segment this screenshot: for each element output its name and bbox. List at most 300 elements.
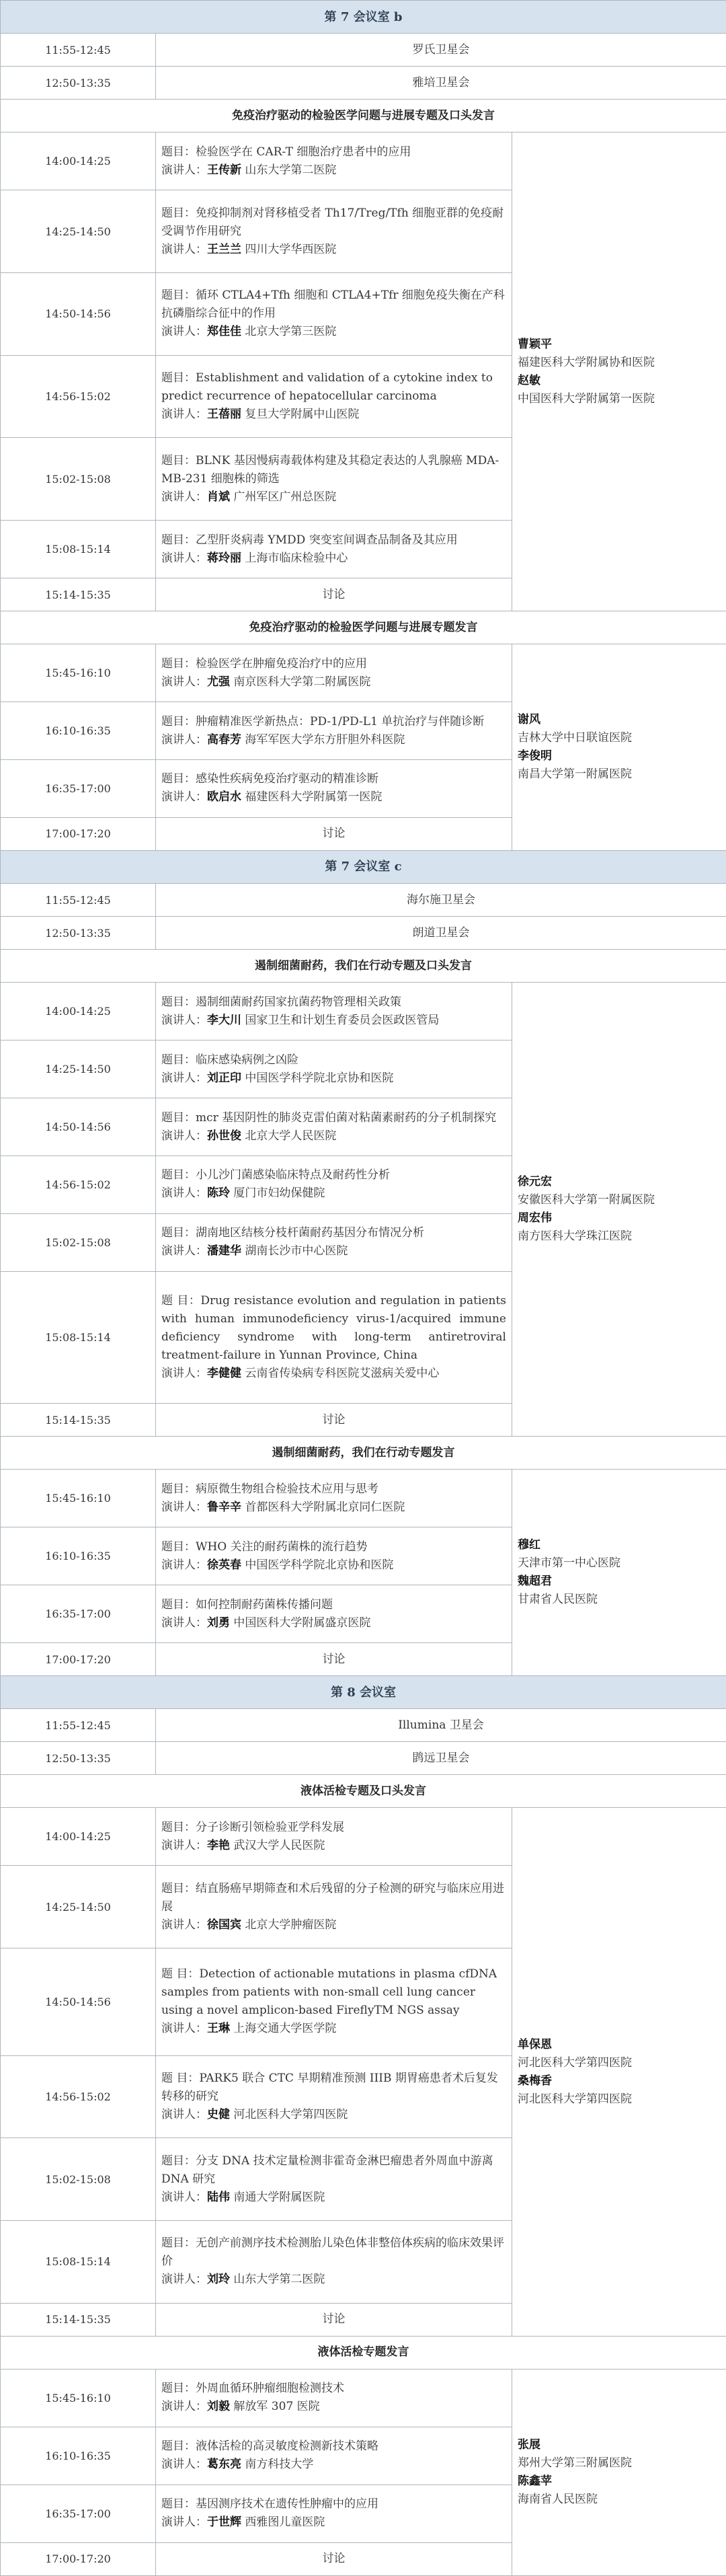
speaker-affiliation: 山东大学第二医院 xyxy=(245,163,337,177)
speaker-name: 肖斌 xyxy=(207,490,230,504)
speaker-affiliation: 国家卫生和计划生育委员会医政医管局 xyxy=(245,1013,440,1027)
time-cell: 15:14-15:35 xyxy=(1,1404,156,1437)
satellite-name: Illumina 卫星会 xyxy=(156,1709,726,1742)
talk-cell xyxy=(156,438,512,521)
talk-topic xyxy=(161,1965,506,2020)
speaker-name: 欧启水 xyxy=(207,790,241,804)
topic-label: 题目： xyxy=(161,656,196,671)
talk-cell xyxy=(156,1948,512,2056)
time-cell: 14:00-14:25 xyxy=(1,132,156,190)
topic-label: 题目： xyxy=(161,206,196,220)
moderators-cell xyxy=(512,644,726,851)
speaker-label: 演讲人： xyxy=(161,2107,207,2121)
session-title: 遏制细菌耐药，我们在行动专题及口头发言 xyxy=(1,950,726,983)
moderators-cell xyxy=(512,132,726,611)
satellite-name: 鹍远卫星会 xyxy=(156,1742,726,1775)
speaker-affiliation: 武汉大学人民医院 xyxy=(233,1838,325,1852)
session-title: 遏制细菌耐药，我们在行动专题发言 xyxy=(1,1437,726,1470)
topic-text: mcr 基因阴性的肺炎克雷伯菌对粘菌素耐药的分子机制探究 xyxy=(196,1110,497,1125)
speaker-name: 蒋玲丽 xyxy=(207,551,241,565)
speaker-name: 王蓓丽 xyxy=(207,408,241,422)
talk-speaker xyxy=(161,550,506,568)
time-cell: 14:56-15:02 xyxy=(1,355,156,438)
talk-speaker xyxy=(161,2513,506,2532)
topic-text: 如何控制耐药菌株传播问题 xyxy=(196,1597,333,1612)
session-title: 免疫治疗驱动的检验医学问题与进展专题发言 xyxy=(1,611,726,644)
talk-topic xyxy=(161,1596,506,1614)
speaker-name: 徐国宾 xyxy=(207,1918,241,1932)
talk-row xyxy=(1,1470,726,1527)
topic-label: 题 目： xyxy=(161,1967,200,1981)
topic-text: 遏制细菌耐药国家抗菌药物管理相关政策 xyxy=(196,995,401,1009)
speaker-name: 葛东亮 xyxy=(207,2458,241,2472)
moderator-affiliation: 海南省人民医院 xyxy=(518,2492,598,2506)
time-cell: 12:50-13:35 xyxy=(1,67,156,100)
speaker-name: 尤强 xyxy=(207,675,230,689)
talk-topic xyxy=(161,1224,506,1242)
time-cell: 16:10-16:35 xyxy=(1,702,156,760)
satellite-row xyxy=(1,1709,726,1742)
speaker-affiliation: 海军军医大学东方肝胆外科医院 xyxy=(245,732,405,747)
talk-topic xyxy=(161,1480,506,1499)
topic-text: Establishment and validation of a cytokine index to predict recurrence of hepatocellular carcinoma xyxy=(161,371,493,404)
session-title-row xyxy=(1,1775,726,1808)
room-title: 第 7 会议室 b xyxy=(1,1,726,34)
talk-row xyxy=(1,983,726,1040)
talk-cell xyxy=(156,1866,512,1948)
talk-cell xyxy=(156,1808,512,1866)
topic-text: 分支 DNA 技术定量检测非霍奇金淋巴瘤患者外周血中游离 DNA 研究 xyxy=(161,2154,493,2186)
topic-text: 临床感染病例之凶险 xyxy=(196,1053,298,1067)
time-cell: 11:55-12:45 xyxy=(1,884,156,917)
speaker-label: 演讲人： xyxy=(161,1838,207,1852)
speaker-name: 陆伟 xyxy=(207,2190,230,2204)
topic-label: 题目： xyxy=(161,2497,196,2511)
talk-cell xyxy=(156,190,512,273)
satellite-name: 朗道卫星会 xyxy=(156,917,726,950)
satellite-row xyxy=(1,1742,726,1775)
topic-label: 题目： xyxy=(161,533,196,547)
speaker-label: 演讲人： xyxy=(161,2190,207,2204)
topic-text: 肿瘤精准医学新热点：PD-1/PD-L1 单抗治疗与伴随诊断 xyxy=(196,714,485,728)
time-cell: 15:14-15:35 xyxy=(1,2303,156,2336)
speaker-affiliation: 南方科技大学 xyxy=(245,2458,314,2472)
topic-text: 检验医学在 CAR-T 细胞治疗患者中的应用 xyxy=(196,145,411,159)
moderator-affiliation: 中国医科大学附属第一医院 xyxy=(518,391,655,406)
moderator-affiliation: 福建医科大学附属协和医院 xyxy=(518,355,655,369)
speaker-label: 演讲人： xyxy=(161,2273,207,2287)
speaker-label: 演讲人： xyxy=(161,1558,207,1572)
speaker-affiliation: 厦门市妇幼保健院 xyxy=(233,1186,325,1201)
speaker-affiliation: 北京大学肿瘤医院 xyxy=(245,1918,337,1932)
speaker-label: 演讲人： xyxy=(161,408,207,422)
topic-label: 题目： xyxy=(161,289,196,303)
talk-cell xyxy=(156,1271,512,1403)
speaker-affiliation: 首都医科大学附属北京同仁医院 xyxy=(245,1500,405,1514)
satellite-name: 雅培卫星会 xyxy=(156,67,726,100)
talk-topic xyxy=(161,2070,506,2106)
speaker-affiliation: 河北医科大学第四医院 xyxy=(233,2107,348,2121)
topic-text: PARK5 联合 CTC 早期精准预测 IIIB 期胃癌患者术后复发转移的研究 xyxy=(161,2071,498,2103)
talk-cell xyxy=(156,521,512,578)
room-header-row xyxy=(1,1,726,34)
topic-text: 分子诊断引领检验亚学科发展 xyxy=(196,1820,344,1834)
talk-speaker xyxy=(161,1916,506,1934)
session-title: 液体活检专题及口头发言 xyxy=(1,1775,726,1808)
speaker-affiliation: 北京大学第三医院 xyxy=(245,325,337,339)
speaker-label: 演讲人： xyxy=(161,1918,207,1932)
topic-label: 题目： xyxy=(161,1482,196,1496)
talk-speaker xyxy=(161,1556,506,1575)
topic-text: 感染性疾病免疫治疗驱动的精准诊断 xyxy=(196,772,378,786)
speaker-name: 潘建华 xyxy=(207,1244,241,1258)
time-cell: 15:02-15:08 xyxy=(1,1213,156,1271)
speaker-label: 演讲人： xyxy=(161,1616,207,1630)
topic-label: 题目： xyxy=(161,1820,196,1834)
topic-text: 乙型肝炎病毒 YMDD 突变室间调查品制备及其应用 xyxy=(196,533,458,547)
talk-row xyxy=(1,132,726,190)
talk-cell xyxy=(156,132,512,190)
moderator-name: 赵敏 xyxy=(518,373,540,387)
satellite-name: 海尔施卫星会 xyxy=(156,884,726,917)
speaker-label: 演讲人： xyxy=(161,2022,207,2036)
time-cell: 16:35-17:00 xyxy=(1,2485,156,2542)
moderator-name: 桑梅香 xyxy=(518,2074,552,2088)
topic-label: 题 目： xyxy=(161,1293,201,1308)
talk-speaker xyxy=(161,323,506,341)
speaker-label: 演讲人： xyxy=(161,732,207,747)
discussion-label: 讨论 xyxy=(156,578,512,611)
speaker-name: 王兰兰 xyxy=(207,242,241,256)
talk-topic xyxy=(161,143,506,161)
speaker-affiliation: 复旦大学附属中山医院 xyxy=(245,408,360,422)
talk-cell xyxy=(156,644,512,702)
speaker-affiliation: 中国医学科学院北京协和医院 xyxy=(245,1558,394,1572)
moderators-cell xyxy=(512,983,726,1437)
talk-cell xyxy=(156,1213,512,1271)
topic-label: 题目： xyxy=(161,1540,196,1554)
topic-label: 题目： xyxy=(161,1110,196,1125)
talk-topic xyxy=(161,287,506,323)
moderator-affiliation: 吉林大学中日联谊医院 xyxy=(518,731,632,745)
time-cell: 15:02-15:08 xyxy=(1,2138,156,2221)
speaker-affiliation: 上海市临床检验中心 xyxy=(245,551,348,565)
discussion-label: 讨论 xyxy=(156,2542,512,2575)
satellite-row xyxy=(1,884,726,917)
speaker-label: 演讲人： xyxy=(161,1129,207,1143)
speaker-label: 演讲人： xyxy=(161,790,207,804)
speaker-label: 演讲人： xyxy=(161,1366,207,1380)
talk-row xyxy=(1,644,726,702)
time-cell: 16:10-16:35 xyxy=(1,1527,156,1585)
talk-speaker xyxy=(161,488,506,506)
session-title-row xyxy=(1,611,726,644)
talk-row xyxy=(1,1808,726,1866)
talk-topic xyxy=(161,1538,506,1556)
session-title: 免疫治疗驱动的检验医学问题与进展专题及口头发言 xyxy=(1,100,726,132)
time-cell: 11:55-12:45 xyxy=(1,1709,156,1742)
talk-cell xyxy=(156,759,512,817)
time-cell: 16:35-17:00 xyxy=(1,1585,156,1643)
talk-cell xyxy=(156,2138,512,2221)
talk-cell xyxy=(156,2221,512,2304)
room-title: 第 8 会议室 xyxy=(1,1676,726,1709)
talk-cell xyxy=(156,1156,512,1213)
time-cell: 14:25-14:50 xyxy=(1,1866,156,1948)
speaker-affiliation: 福建医科大学附属第一医院 xyxy=(245,790,382,804)
moderator-affiliation: 安徽医科大学第一附属医院 xyxy=(518,1193,655,1207)
talk-speaker xyxy=(161,2020,506,2038)
speaker-label: 演讲人： xyxy=(161,1244,207,1258)
talk-cell xyxy=(156,1585,512,1643)
talk-speaker xyxy=(161,1499,506,1517)
moderator-name: 陈鑫苹 xyxy=(518,2474,552,2488)
talk-speaker xyxy=(161,1012,506,1030)
speaker-affiliation: 西雅图儿童医院 xyxy=(245,2515,325,2530)
time-cell: 16:35-17:00 xyxy=(1,759,156,817)
talk-topic xyxy=(161,452,506,488)
talk-topic xyxy=(161,531,506,550)
talk-speaker xyxy=(161,2271,506,2289)
speaker-label: 演讲人： xyxy=(161,2400,207,2414)
talk-speaker xyxy=(161,241,506,259)
talk-topic xyxy=(161,1051,506,1069)
speaker-name: 刘勇 xyxy=(207,1616,230,1630)
speaker-label: 演讲人： xyxy=(161,490,207,504)
talk-topic xyxy=(161,1292,506,1365)
speaker-label: 演讲人： xyxy=(161,2458,207,2472)
speaker-name: 徐英春 xyxy=(207,1558,241,1572)
speaker-label: 演讲人： xyxy=(161,1071,207,1085)
time-cell: 14:50-14:56 xyxy=(1,1098,156,1156)
talk-cell xyxy=(156,1527,512,1585)
talk-topic xyxy=(161,204,506,241)
speaker-label: 演讲人： xyxy=(161,1500,207,1514)
talk-topic xyxy=(161,1819,506,1837)
talk-topic xyxy=(161,2380,506,2398)
topic-text: 结直肠癌早期筛查和术后残留的分子检测的研究与临床应用进展 xyxy=(161,1881,504,1914)
speaker-affiliation: 广州军区广州总医院 xyxy=(233,490,337,504)
topic-text: 湖南地区结核分枝杆菌耐药基因分布情况分析 xyxy=(196,1226,424,1240)
discussion-label: 讨论 xyxy=(156,1643,512,1676)
topic-label: 题目： xyxy=(161,1168,196,1182)
topic-label: 题目： xyxy=(161,2236,196,2250)
speaker-name: 李健健 xyxy=(207,1366,241,1380)
topic-label: 题目： xyxy=(161,1881,196,1895)
speaker-name: 李艳 xyxy=(207,1838,230,1852)
talk-cell xyxy=(156,983,512,1040)
talk-row xyxy=(1,2369,726,2427)
moderators-cell xyxy=(512,2369,726,2575)
topic-label: 题目： xyxy=(161,371,196,385)
topic-text: 基因测序技术在遗传性肿瘤中的应用 xyxy=(196,2497,378,2511)
speaker-label: 演讲人： xyxy=(161,1013,207,1027)
time-cell: 14:56-15:02 xyxy=(1,1156,156,1213)
time-cell: 17:00-17:20 xyxy=(1,817,156,850)
talk-speaker xyxy=(161,1614,506,1632)
satellite-row xyxy=(1,34,726,67)
talk-cell xyxy=(156,1098,512,1156)
moderator-name: 谢风 xyxy=(518,713,540,727)
session-title-row xyxy=(1,950,726,983)
talk-topic xyxy=(161,993,506,1012)
speaker-name: 鲁辛辛 xyxy=(207,1500,241,1514)
moderator-name: 周宏伟 xyxy=(518,1211,552,1225)
speaker-name: 孙世俊 xyxy=(207,1129,241,1143)
room-header-row xyxy=(1,1676,726,1709)
topic-text: BLNK 基因慢病毒载体构建及其稳定表达的人乳腺癌 MDA-MB-231 细胞株的筛选 xyxy=(161,453,499,486)
session-title-row xyxy=(1,100,726,132)
talk-cell xyxy=(156,2427,512,2485)
session-title-row xyxy=(1,1437,726,1470)
moderator-affiliation: 南昌大学第一附属医院 xyxy=(518,767,632,782)
moderator-affiliation: 郑州大学第三附属医院 xyxy=(518,2456,632,2470)
time-cell: 14:50-14:56 xyxy=(1,272,156,355)
topic-label: 题目： xyxy=(161,995,196,1009)
talk-cell xyxy=(156,272,512,355)
moderator-affiliation: 河北医科大学第四医院 xyxy=(518,2055,632,2070)
speaker-label: 演讲人： xyxy=(161,551,207,565)
moderator-affiliation: 甘肃省人民医院 xyxy=(518,1593,598,1607)
talk-cell xyxy=(156,702,512,760)
talk-topic xyxy=(161,2234,506,2271)
time-cell: 17:00-17:20 xyxy=(1,2542,156,2575)
talk-speaker xyxy=(161,1069,506,1088)
talk-cell xyxy=(156,355,512,438)
speaker-affiliation: 南通大学附属医院 xyxy=(233,2190,325,2204)
discussion-label: 讨论 xyxy=(156,817,512,850)
moderator-affiliation: 河北医科大学第四医院 xyxy=(518,2092,632,2106)
satellite-name: 罗氏卫星会 xyxy=(156,34,726,67)
topic-text: 免疫抑制剂对肾移植受者 Th17/Treg/Tfh 细胞亚群的免疫耐受调节作用研究 xyxy=(161,206,504,238)
talk-speaker xyxy=(161,161,506,180)
time-cell: 14:50-14:56 xyxy=(1,1948,156,2056)
satellite-row xyxy=(1,917,726,950)
time-cell: 14:25-14:50 xyxy=(1,190,156,273)
topic-text: Drug resistance evolution and regulation in patients with human immunodeficiency virus-1/acquired immune deficiency syndrome with long-term antiretroviral treatment-failure in Yunnan Province, China xyxy=(161,1293,507,1362)
speaker-label: 演讲人： xyxy=(161,2515,207,2530)
topic-text: 检验医学在肿瘤免疫治疗中的应用 xyxy=(196,656,367,671)
talk-speaker xyxy=(161,2456,506,2474)
time-cell: 14:00-14:25 xyxy=(1,1808,156,1866)
time-cell: 14:56-15:02 xyxy=(1,2055,156,2138)
talk-cell xyxy=(156,2369,512,2427)
moderator-name: 徐元宏 xyxy=(518,1175,552,1189)
speaker-label: 演讲人： xyxy=(161,163,207,177)
time-cell: 14:00-14:25 xyxy=(1,983,156,1040)
talk-speaker xyxy=(161,1184,506,1203)
topic-label: 题目： xyxy=(161,1597,196,1612)
talk-cell xyxy=(156,2055,512,2138)
time-cell: 15:14-15:35 xyxy=(1,578,156,611)
time-cell: 12:50-13:35 xyxy=(1,917,156,950)
topic-text: 循环 CTLA4+Tfh 细胞和 CTLA4+Tfr 细胞免疫失衡在产科抗磷脂综合征中的作用 xyxy=(161,289,505,321)
speaker-name: 李大川 xyxy=(207,1013,241,1027)
time-cell: 15:45-16:10 xyxy=(1,644,156,702)
talk-speaker xyxy=(161,1837,506,1855)
topic-label: 题目： xyxy=(161,2439,196,2454)
speaker-affiliation: 山东大学第二医院 xyxy=(233,2273,325,2287)
satellite-row xyxy=(1,67,726,100)
speaker-affiliation: 中国医科大学附属盛京医院 xyxy=(233,1616,371,1630)
talk-speaker xyxy=(161,1242,506,1260)
topic-text: WHO 关注的耐药菌株的流行趋势 xyxy=(196,1540,368,1554)
time-cell: 15:08-15:14 xyxy=(1,2221,156,2304)
talk-speaker xyxy=(161,2106,506,2124)
talk-speaker xyxy=(161,1365,506,1383)
topic-label: 题目： xyxy=(161,1226,196,1240)
speaker-affiliation: 湖南长沙市中心医院 xyxy=(245,1244,348,1258)
topic-label: 题目： xyxy=(161,1053,196,1067)
talk-speaker xyxy=(161,2189,506,2207)
topic-text: Detection of actionable mutations in plasma cfDNA samples from patients with non-small cell lung cancer using a novel amplicon-based FireflyTM NGS assay xyxy=(161,1967,497,2018)
talk-topic xyxy=(161,1166,506,1184)
talk-speaker xyxy=(161,731,506,749)
talk-speaker xyxy=(161,788,506,806)
moderator-affiliation: 天津市第一中心医院 xyxy=(518,1556,620,1570)
moderators-cell xyxy=(512,1808,726,2336)
speaker-affiliation: 云南省传染病专科医院艾滋病关爱中心 xyxy=(245,1366,440,1380)
session-title-row xyxy=(1,2336,726,2369)
talk-topic xyxy=(161,2495,506,2513)
time-cell: 15:08-15:14 xyxy=(1,521,156,578)
topic-label: 题 目： xyxy=(161,2071,200,2085)
talk-topic xyxy=(161,2437,506,2456)
speaker-name: 王琳 xyxy=(207,2022,230,2036)
talk-speaker xyxy=(161,406,506,424)
topic-text: 无创产前测序技术检测胎儿染色体非整倍体疾病的临床效果评价 xyxy=(161,2236,504,2269)
schedule-body xyxy=(1,1,726,2576)
topic-text: 外周血循环肿瘤细胞检测技术 xyxy=(196,2382,344,2396)
talk-speaker xyxy=(161,1127,506,1145)
session-title: 液体活检专题发言 xyxy=(1,2336,726,2369)
topic-label: 题目： xyxy=(161,453,196,467)
time-cell: 12:50-13:35 xyxy=(1,1742,156,1775)
speaker-affiliation: 南京医科大学第二附属医院 xyxy=(233,675,371,689)
time-cell: 15:45-16:10 xyxy=(1,1470,156,1527)
time-cell: 15:45-16:10 xyxy=(1,2369,156,2427)
talk-cell xyxy=(156,2485,512,2542)
talk-topic xyxy=(161,770,506,788)
time-cell: 16:10-16:35 xyxy=(1,2427,156,2485)
topic-label: 题目： xyxy=(161,145,196,159)
time-cell: 17:00-17:20 xyxy=(1,1643,156,1676)
moderator-name: 曹颖平 xyxy=(518,337,552,351)
talk-speaker xyxy=(161,2398,506,2416)
talk-topic xyxy=(161,369,506,406)
topic-text: 小儿沙门菌感染临床特点及耐药性分析 xyxy=(196,1168,390,1182)
speaker-label: 演讲人： xyxy=(161,242,207,256)
topic-text: 液体活检的高灵敏度检测新技术策略 xyxy=(196,2439,378,2454)
speaker-name: 刘玲 xyxy=(207,2273,230,2287)
discussion-label: 讨论 xyxy=(156,1404,512,1437)
moderator-name: 魏超君 xyxy=(518,1575,552,1589)
room-header-row xyxy=(1,850,726,883)
talk-cell xyxy=(156,1040,512,1098)
topic-label: 题目： xyxy=(161,2154,196,2168)
talk-topic xyxy=(161,1109,506,1127)
room-title: 第 7 会议室 c xyxy=(1,850,726,883)
speaker-label: 演讲人： xyxy=(161,325,207,339)
speaker-affiliation: 四川大学华西医院 xyxy=(245,242,337,256)
topic-text: 病原微生物组合检验技术应用与思考 xyxy=(196,1482,378,1496)
talk-topic xyxy=(161,655,506,673)
moderators-cell xyxy=(512,1470,726,1676)
moderator-name: 李俊明 xyxy=(518,749,552,763)
moderator-affiliation: 南方医科大学珠江医院 xyxy=(518,1229,632,1244)
speaker-affiliation: 北京大学人民医院 xyxy=(245,1129,337,1143)
time-cell: 15:02-15:08 xyxy=(1,438,156,521)
